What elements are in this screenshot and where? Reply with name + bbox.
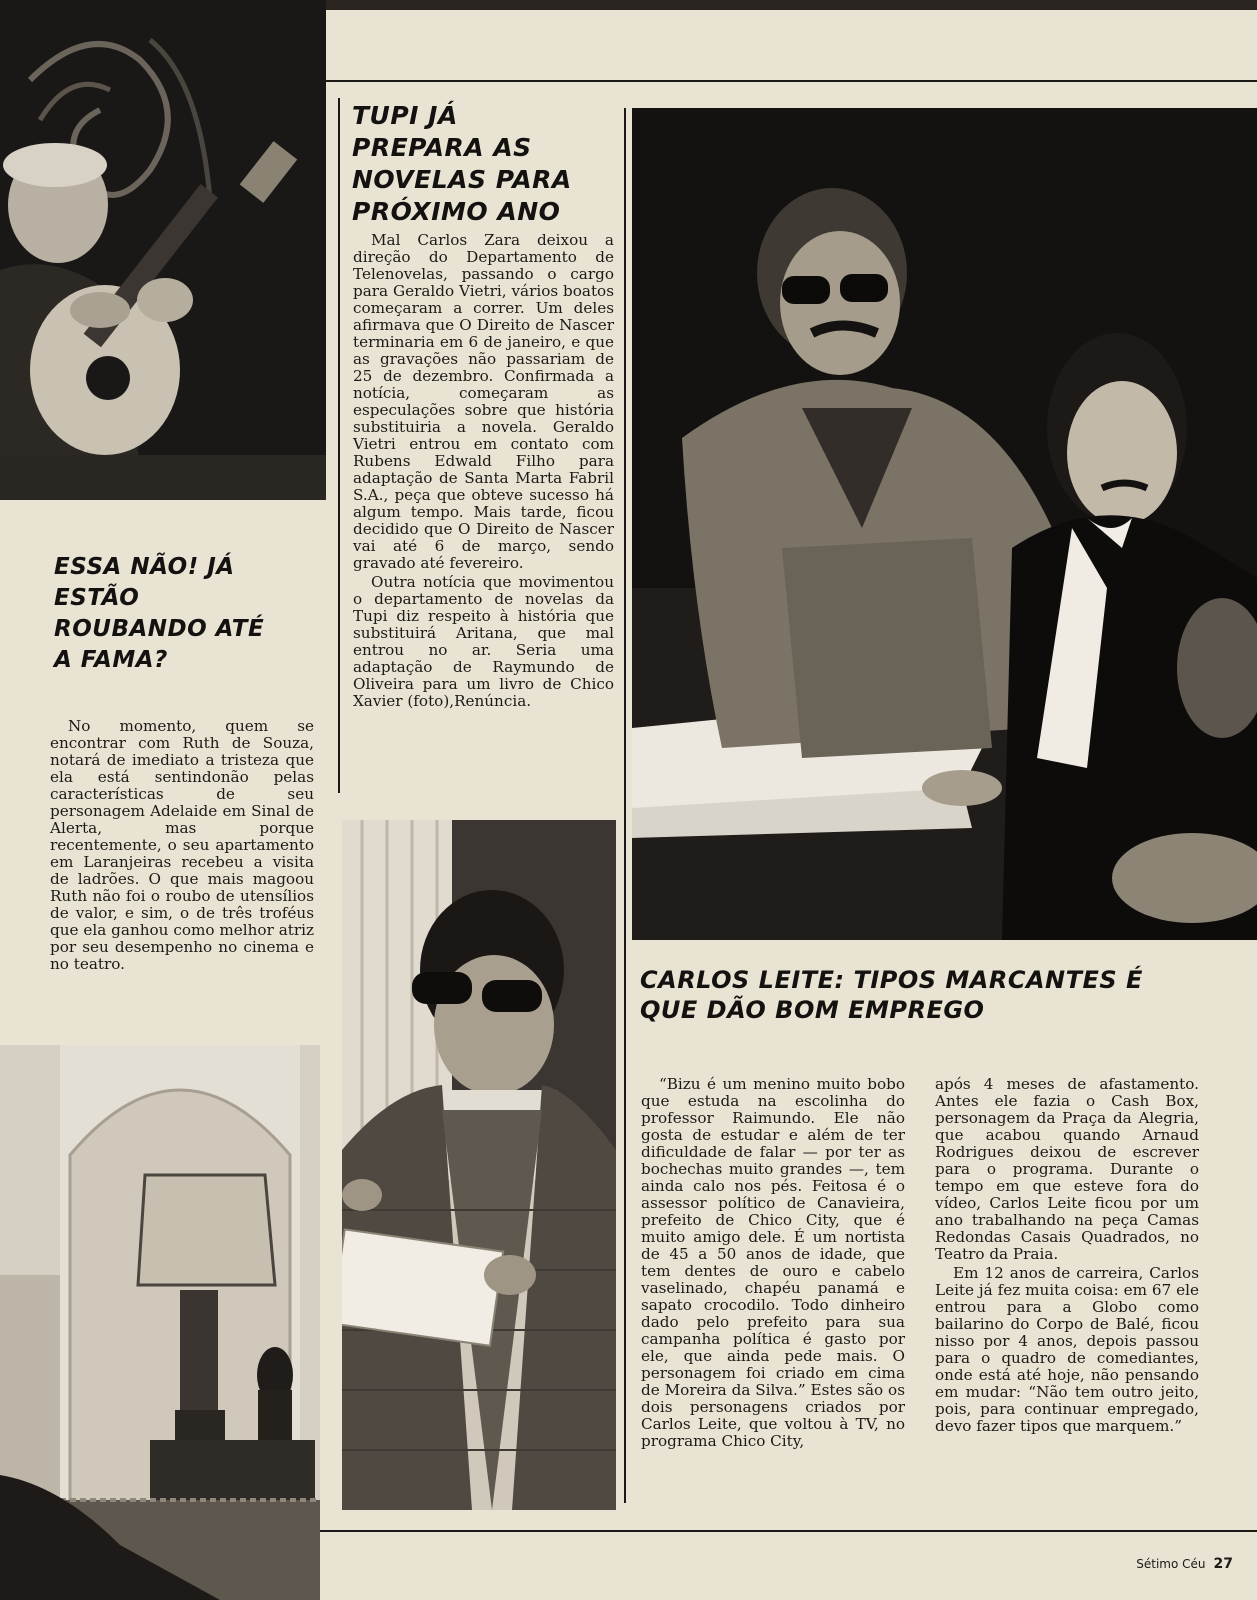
headline-essa: ESSA NÃO! JÁ ESTÃO ROUBANDO ATÉ A FAMA? [54, 554, 265, 673]
headline-tupi: TUPI JÁ PREPARA AS NOVELAS PARA PRÓXIMO ANO [352, 101, 572, 226]
body-essa [50, 718, 314, 975]
body-tupi [353, 232, 614, 712]
photo-guitarist [0, 0, 326, 500]
photo-living-room [0, 1045, 320, 1600]
page-number: 27 [1213, 1556, 1233, 1572]
top-rule [320, 80, 1257, 82]
top-edge [320, 0, 1257, 10]
paragraph: Outra notícia que movimentou o departamento de novelas da Tupi diz respeito à história que substituirá Aritana, que mal entrou no ar. Seria uma adaptação de Raymundo de Oliveira para um livro de Chico Xavier (foto),Renúncia. [353, 573, 614, 710]
page-footer [1136, 1556, 1233, 1572]
body-carlos-col1 [641, 1076, 905, 1452]
column-divider-left [338, 98, 340, 793]
body-carlos-col2 [935, 1076, 1199, 1437]
photo-carlos-leite [632, 108, 1257, 940]
paragraph: Em 12 anos de carreira, Carlos Leite já fez muita coisa: em 67 ele entrou para a Globo como bailarino do Corpo de Balé, ficou nisso por 4 anos, depois passou para o quadro de comediantes, onde está até hoje, não pensando em mudar: “Não tem outro jeito, pois, para continuar empregado, devo fazer tipos que marquem.” [935, 1264, 1199, 1435]
photo-chico-xavier [342, 820, 616, 1510]
column-divider-right [624, 108, 626, 1503]
magazine-name: Sétimo Céu [1136, 1557, 1206, 1571]
paragraph: “Bizu é um menino muito bobo que estuda na escolinha do professor Raimundo. Ele não gosta de estudar e além de ter dificuldade de falar — por ter as bochechas muito grandes —, tem ainda calo nos pés. Feitosa é o assessor político de Canavieira, prefeito de Chico City, que é muito amigo dele. É um nortista de 45 a 50 anos de idade, que tem dentes de ouro e cabelo vaselinado, chapéu panamá e sapato crocodilo. Todo dinheiro dado pelo prefeito para sua campanha política é gasto por ele, que ainda pede mais. O personagem foi criado em cima de Moreira da Silva.” Estes são os dois personagens criados por Carlos Leite, que voltou à TV, no programa Chico City, [641, 1075, 905, 1450]
paragraph: após 4 meses de afastamento. Antes ele fazia o Cash Box, personagem da Praça da Alegria, que acabou quando Arnaud Rodrigues deixou de escrever para o programa. Durante o tempo em que esteve fora do vídeo, Carlos Leite ficou por um ano trabalhando na peça Camas Redondas Casais Quadrados, no Teatro da Praia. [935, 1075, 1199, 1263]
paragraph: Mal Carlos Zara deixou a direção do Departamento de Telenovelas, passando o cargo para Geraldo Vietri, vários boatos começaram a correr. Um deles afirmava que O Direito de Nascer terminaria em 6 de janeiro, e que as gravações não passariam de 25 de dezembro. Confirmada a notícia, começaram as especulações sobre que história substituiria a novela. Geraldo Vietri entrou em contato com Rubens Edwald Filho para adaptação de Santa Marta Fabril S.A., peça que obteve sucesso há algum tempo. Mais tarde, ficou decidido que O Direito de Nascer vai até 6 de março, sendo gravado até fevereiro. [353, 231, 614, 572]
headline-carlos: CARLOS LEITE: TIPOS MARCANTES É QUE DÃO BOM EMPREGO [640, 966, 1143, 1024]
bottom-rule [320, 1530, 1257, 1532]
paragraph: No momento, quem se encontrar com Ruth de Souza, notará de imediato a tristeza que ela está sentindonão pelas características de seu personagem Adelaide em Sinal de Alerta, mas porque recentemente, o seu apartamento em Laranjeiras recebeu a visita de ladrões. O que mais magoou Ruth não foi o roubo de utensílios de valor, e sim, o de três troféus que ela ganhou como melhor atriz por seu desempenho no cinema e no teatro. [50, 717, 314, 973]
